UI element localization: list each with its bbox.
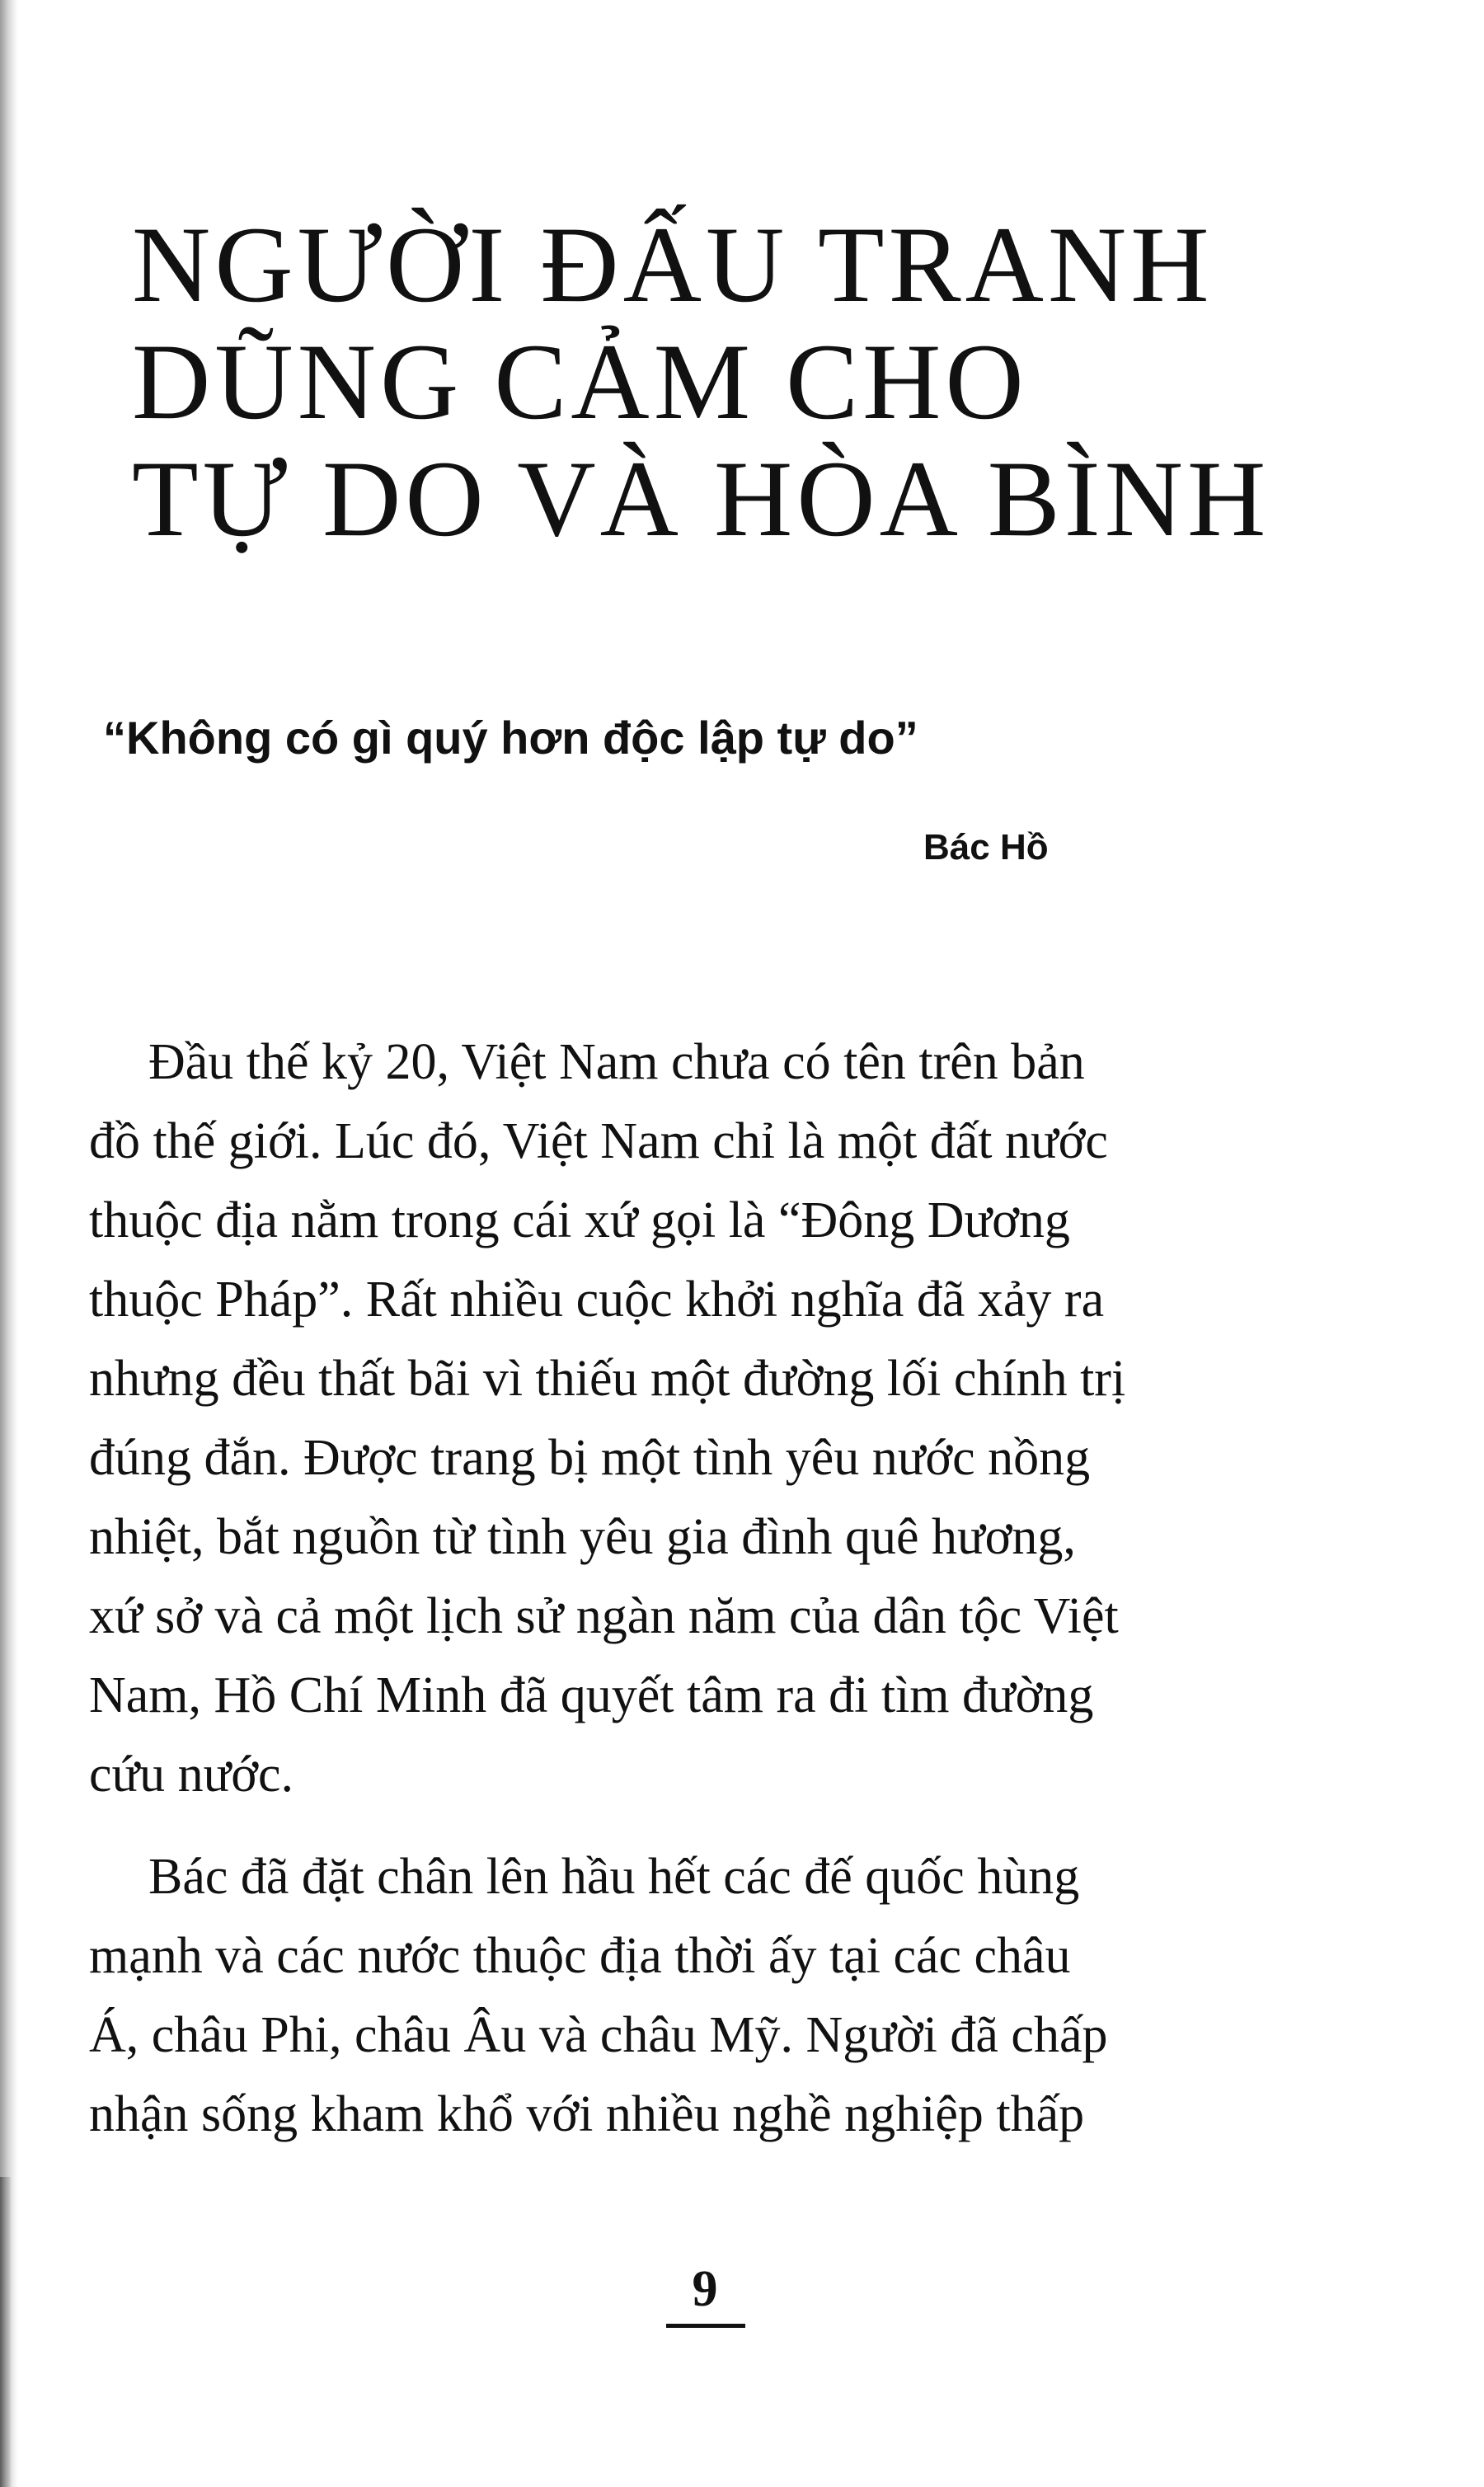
chapter-title-line: NGƯỜI ĐẤU TRANH — [132, 204, 1214, 325]
body-text — [89, 1023, 1359, 2154]
page-number: 9 — [692, 2261, 718, 2317]
paragraph-1 — [89, 1023, 1359, 1814]
text-line: thuộc địa nằm trong cái xứ gọi là “Đông Dương — [89, 1192, 1070, 1248]
text-line: mạnh và các nước thuộc địa thời ấy tại các châu — [89, 1928, 1071, 1984]
page-number-underline — [666, 2324, 745, 2328]
page-edge-dark-shadow — [0, 2177, 12, 2487]
text-line: thuộc Pháp”. Rất nhiều cuộc khởi nghĩa đã xảy ra — [89, 1272, 1105, 1328]
epigraph-quote: “Không có gì quý hơn độc lập tự do” — [103, 712, 918, 764]
page-edge-shadow — [0, 0, 18, 2487]
text-line: Nam, Hồ Chí Minh đã quyết tâm ra đi tìm đường — [89, 1667, 1094, 1723]
text-line: đúng đắn. Được trang bị một tình yêu nước nồng — [89, 1430, 1091, 1486]
chapter-title-line: DŨNG CẢM CHO — [132, 321, 1028, 442]
text-line: Bác đã đặt chân lên hầu hết các đế quốc hùng — [148, 1849, 1080, 1905]
text-line: xứ sở và cả một lịch sử ngàn năm của dân tộc Việt — [89, 1588, 1119, 1644]
text-line: Đầu thế kỷ 20, Việt Nam chưa có tên trên bản — [148, 1034, 1085, 1090]
text-line: nhận sống kham khổ với nhiều nghề nghiệp thấp — [89, 2086, 1085, 2142]
chapter-title — [132, 206, 1270, 557]
text-line: Á, châu Phi, châu Âu và châu Mỹ. Người đã chấp — [89, 2007, 1108, 2063]
epigraph-attribution: Bác Hồ — [923, 827, 1049, 867]
text-line: nhiệt, bắt nguồn từ tình yêu gia đình quê hương, — [89, 1509, 1076, 1565]
chapter-title-line: TỰ DO VÀ HÒA BÌNH — [132, 438, 1270, 559]
text-line: cứu nước. — [89, 1747, 294, 1803]
text-line: đồ thế giới. Lúc đó, Việt Nam chỉ là một đất nước — [89, 1113, 1108, 1169]
paragraph-2 — [89, 1837, 1359, 2154]
text-line: nhưng đều thất bãi vì thiếu một đường lối chính trị — [89, 1351, 1126, 1407]
